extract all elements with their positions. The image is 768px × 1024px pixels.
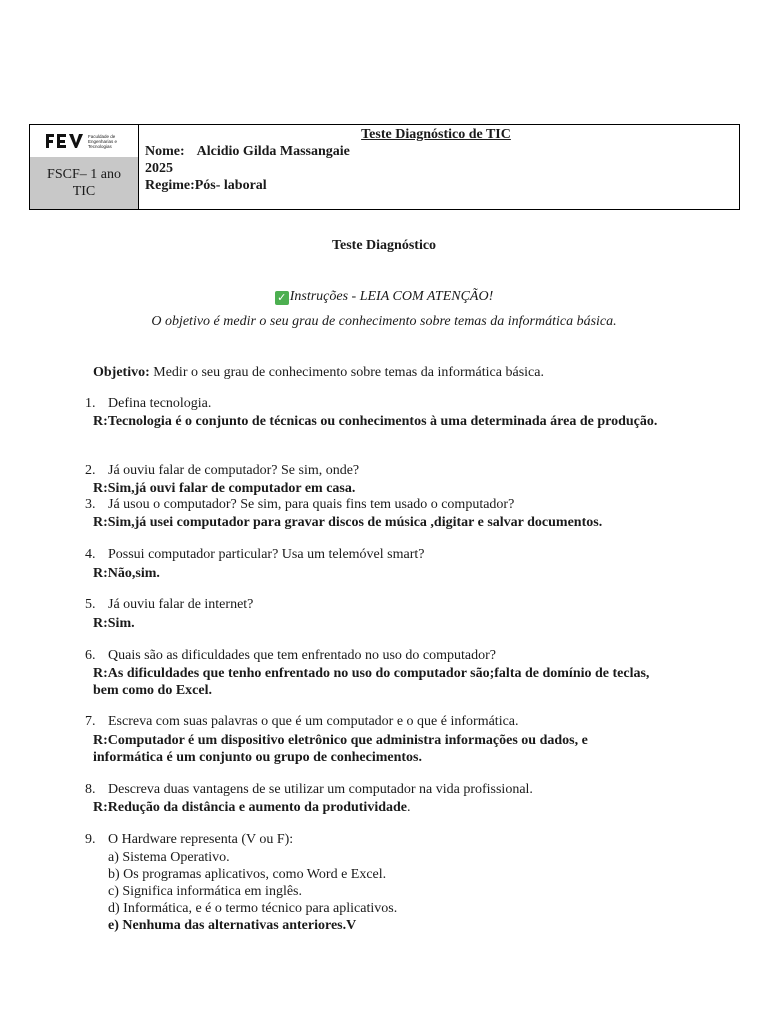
question-number: 4.: [85, 547, 96, 562]
objective-label: Objetivo:: [93, 365, 150, 380]
answer-2: R:Sim,já ouvi falar de computador em casa.: [93, 481, 356, 496]
option-b: b) Os programas aplicativos, como Word e Excel.: [108, 867, 387, 882]
question-number: 3.: [85, 497, 96, 512]
question-8: [85, 782, 685, 798]
question-1: [85, 396, 685, 412]
answer-4: R:Não,sim.: [93, 566, 160, 581]
regime: Regime:Pós- laboral: [145, 178, 267, 193]
question-2: [85, 463, 685, 479]
question-6: [85, 648, 685, 664]
student-name: Alcidio Gilda Massangaie: [196, 144, 350, 159]
objective-text: Medir o seu grau de conhecimento sobre temas da informática básica.: [149, 365, 544, 380]
document-title: Teste Diagnóstico: [331, 238, 437, 253]
logo-text: Faculdade de Engenharias e Tecnologias: [88, 133, 118, 149]
answer-8-period: .: [407, 800, 411, 815]
instructions-text: Instruções - LEIA COM ATENÇÃO!: [289, 289, 494, 304]
question-text: Escreva com suas palavras o que é um computador e o que é informática.: [108, 714, 519, 729]
question-9: [85, 832, 685, 848]
answer-8: [93, 799, 683, 816]
year: 2025: [145, 161, 173, 176]
question-text: O Hardware representa (V ou F):: [108, 832, 294, 847]
answer-3: R:Sim,já usei computador para gravar discos de música ,digitar e salvar documentos.: [93, 515, 603, 530]
header-title: Teste Diagnóstico de TIC: [361, 127, 511, 142]
department-line-1: FSCF– 1 ano: [47, 167, 121, 182]
question-7: [85, 714, 685, 730]
answer-1: R:Tecnologia é o conjunto de técnicas ou conhecimentos à uma determinada área de produção.: [93, 414, 658, 429]
answer-6: R:As dificuldades que tenho enfrentado no uso do computador são;falta de domínio de teclas, bem como do Excel.: [93, 666, 650, 698]
question-text: Defina tecnologia.: [108, 396, 212, 411]
question-number: 5.: [85, 597, 96, 612]
student-name-line: [145, 143, 733, 160]
question-3: [85, 497, 685, 513]
question-text: Quais são as dificuldades que tem enfrentado no uso do computador?: [108, 648, 497, 663]
option-a: a) Sistema Operativo.: [108, 850, 230, 865]
objective-description: O objetivo é medir o seu grau de conhecimento sobre temas da informática básica.: [151, 314, 617, 329]
objective-paragraph: [93, 365, 544, 381]
name-label: Nome:: [145, 144, 185, 159]
option-c: c) Significa informática em inglês.: [108, 884, 302, 899]
option-e: e) Nenhuma das alternativas anteriores.V: [108, 918, 357, 933]
question-number: 7.: [85, 714, 96, 729]
answer-7: R:Computador é um dispositivo eletrônico que administra informações ou dados, e informática é um conjunto ou grupo de conhecimentos.: [93, 733, 588, 765]
department-label: [30, 157, 138, 209]
info-cell: [139, 125, 739, 209]
check-mark-icon: ✓: [275, 291, 289, 305]
question-number: 2.: [85, 463, 96, 478]
question-number: 6.: [85, 648, 96, 663]
logo-mark-icon: [46, 133, 84, 149]
question-5: [85, 597, 685, 613]
instructions-line: [0, 289, 768, 305]
question-text: Já ouviu falar de internet?: [108, 597, 254, 612]
question-number: 8.: [85, 782, 96, 797]
institution-logo: [30, 125, 138, 157]
department-line-2: TIC: [72, 184, 96, 199]
question-4: [85, 547, 685, 563]
question-number: 9.: [85, 832, 96, 847]
question-text: Possui computador particular? Usa um telemóvel smart?: [108, 547, 425, 562]
option-d: d) Informática, e é o termo técnico para aplicativos.: [108, 901, 398, 916]
question-text: Já ouviu falar de computador? Se sim, onde?: [108, 463, 360, 478]
question-number: 1.: [85, 396, 96, 411]
logo-cell: [30, 125, 139, 209]
header-table: [29, 124, 740, 210]
question-text: Descreva duas vantagens de se utilizar um computador na vida profissional.: [108, 782, 533, 797]
question-text: Já usou o computador? Se sim, para quais fins tem usado o computador?: [108, 497, 515, 512]
answer-8-text: R:Redução da distância e aumento da produtividade: [93, 800, 408, 815]
answer-5: R:Sim.: [93, 616, 135, 631]
